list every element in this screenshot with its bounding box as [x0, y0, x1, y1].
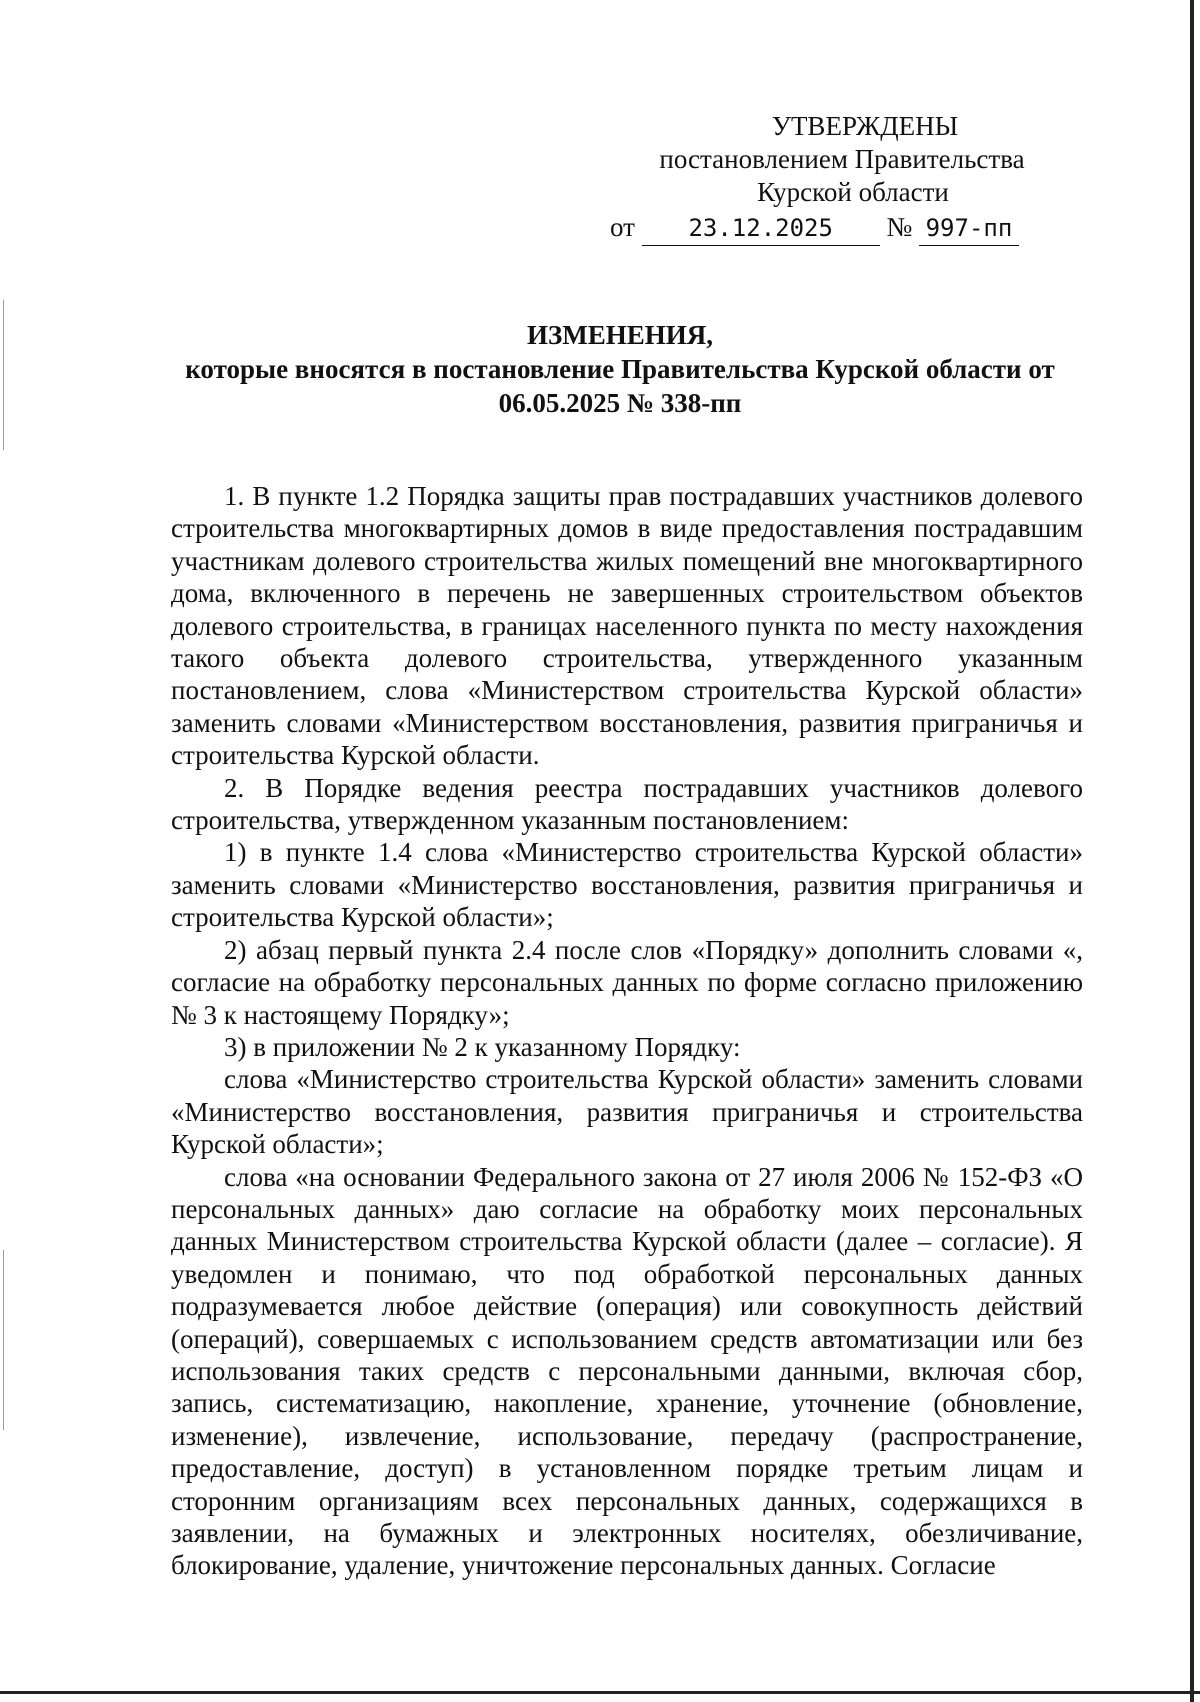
- number-prefix: №: [886, 212, 913, 242]
- document-title: ИЗМЕНЕНИЯ,: [526, 320, 713, 350]
- paragraph-7: слова «на основании Федерального закона от 27 июля 2006 № 152-ФЗ «О персональных данных» даю согласие на обработку моих персональных данных Министерством строительства Курской области (далее – согласие). Я уведомлен и понимаю, что под обработкой персональных данных подразумевается любое действие (операция) или совокупность действий (операций), совершаемых с использованием средств автоматизации или без использования таких средств с персональными данными, включая сбор, запись, систематизацию, накопление, хранение, уточнение (обновление, изменение), извлечение, использование, передачу (распространение, предоставление, доступ) в установленном порядке третьим лицам и сторонним организациям всех персональных данных, содержащихся в заявлении, на бумажных и электронных носителях, обезличивание, блокирование, удаление, уничтожение персональных данных. Согласие: [171, 1161, 1083, 1581]
- approval-block: [610, 110, 1090, 246]
- approval-line-resolution: постановлением Правительства: [659, 144, 1025, 174]
- document-body: [171, 480, 1083, 1582]
- scan-edge-left-top: [3, 300, 4, 450]
- scan-edge-right: [1190, 0, 1194, 1702]
- paragraph-2: 2. В Порядке ведения реестра пострадавших участников долевого строительства, утвержденном указанным постановлением:: [171, 772, 1083, 836]
- approval-title: УТВЕРЖДЕНЫ: [771, 111, 959, 141]
- scan-edge-left-bottom: [3, 1250, 4, 1430]
- paragraph-4: 2) абзац первый пункта 2.4 после слов «Порядку» дополнить словами «, согласие на обработку персональных данных по форме согласно приложению № 3 к настоящему Порядку»;: [171, 934, 1083, 1030]
- approval-date: 23.12.2025: [642, 212, 880, 246]
- document-subtitle-line2: 06.05.2025 № 338-пп: [498, 388, 742, 418]
- approval-number: 997-пп: [919, 212, 1019, 246]
- paragraph-5: 3) в приложении № 2 к указанному Порядку:: [224, 1031, 741, 1062]
- paragraph-3: 1) в пункте 1.4 слова «Министерство строительства Курской области» заменить словами «Министерство восстановления, развития приграничья и строительства Курской области»;: [171, 837, 1083, 933]
- approval-date-row: [610, 211, 1090, 246]
- paragraph-6: слова «Министерство строительства Курской области» заменить словами «Министерство восстановления, развития приграничья и строительства Курской области»;: [171, 1064, 1083, 1160]
- paragraph-1: 1. В пункте 1.2 Порядка защиты прав пострадавших участников долевого строительства многоквартирных домов в виде предоставления пострадавшим участникам долевого строительства жилых помещений вне многоквартирного дома, включенного в перечень не завершенных строительством объектов долевого строительства, в границах населенного пункта по месту нахождения такого объекта долевого строительства, утвержденного указанным постановлением, слова «Министерством строительства Курской области» заменить словами «Министерством восстановления, развития приграничья и строительства Курской области.: [171, 481, 1083, 771]
- date-prefix: от: [610, 212, 635, 242]
- approval-line-region: Курской области: [757, 177, 949, 207]
- document-heading: [150, 318, 1090, 420]
- scan-edge-bottom: [0, 1691, 1200, 1694]
- document-subtitle-line1: которые вносятся в постановление Правительства Курской области от: [185, 354, 1055, 384]
